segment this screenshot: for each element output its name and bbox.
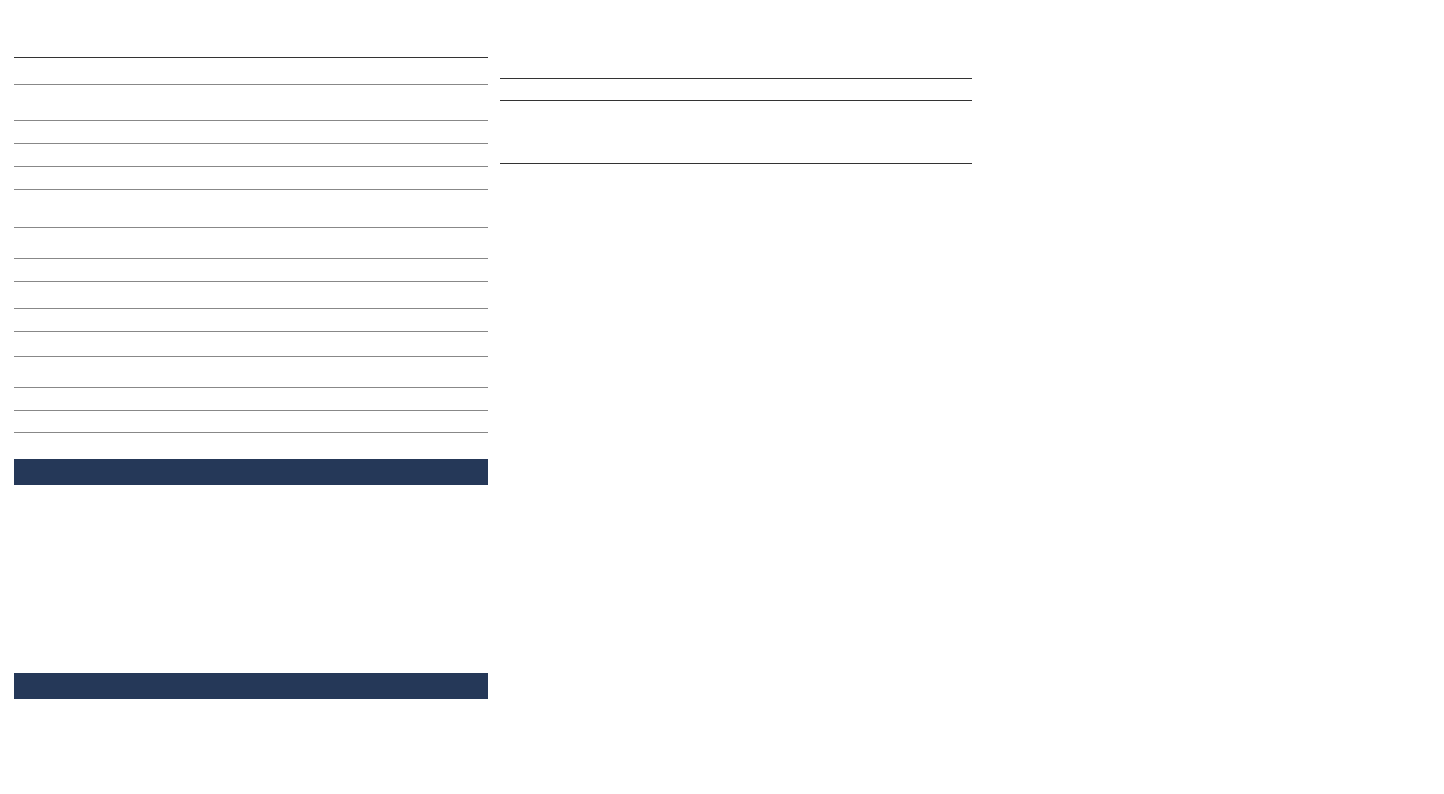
service3-item [14,641,84,672]
mh4 [800,79,874,101]
dawn-header [14,673,488,699]
dawn-title [14,673,129,699]
worship-detail [268,331,488,356]
worship-item [14,227,96,258]
worship-leader [118,258,268,281]
service3-header [14,459,488,485]
service3-row [14,516,259,547]
wed-row [259,635,488,673]
worship-leader [118,166,268,189]
worship-item [14,166,96,189]
service3-row [14,610,259,641]
worship-leader [118,410,268,432]
stand-mark [96,143,118,166]
meetings-title [500,48,972,74]
service3-value [84,641,259,672]
wed-row [259,601,488,635]
worship-item [14,258,96,281]
worship-leader [118,58,268,84]
service3-item [14,578,84,609]
meetings-table [500,78,972,101]
worship-detail [268,189,488,227]
stand-mark [96,166,118,189]
worship-item [14,387,96,410]
worship-detail [268,308,488,331]
worship-leader [118,143,268,166]
page-title [14,0,488,38]
worship-leader [118,227,268,258]
stand-mark [96,84,118,120]
stand-note [14,433,488,459]
service3-value [84,610,259,641]
worship-detail [268,84,488,120]
worship-row [14,258,488,281]
service-times [14,38,488,58]
worship-leader [118,308,268,331]
stand-mark [96,331,118,356]
service3-item [14,485,84,516]
service3-row [14,641,259,672]
worship-item [14,356,96,387]
worship-leader [118,281,268,308]
stand-mark [96,258,118,281]
offerings-title [500,10,972,36]
worship-row [14,84,488,120]
worship-row [14,58,488,84]
worship-row [14,410,488,432]
dawn-time [129,673,259,699]
worship-leader [118,387,268,410]
worship-detail [268,387,488,410]
offerings-column [500,0,972,164]
volunteers-table [500,141,972,164]
service3-item [14,516,84,547]
worship-detail [268,120,488,143]
worship-item [14,58,96,84]
wed-value [339,523,488,561]
service3-item [14,610,84,641]
wed-item [259,635,339,673]
worship-item [14,120,96,143]
service3-time [129,459,259,485]
service3-body [14,485,488,673]
worship-detail [268,143,488,166]
order-of-worship [14,58,488,433]
service3-value [84,516,259,547]
wed-row [259,485,488,523]
service3-value [84,547,259,578]
worship-detail [268,410,488,432]
worship-item [14,84,96,120]
worship-detail [268,281,488,308]
sunday-service-column [14,0,488,751]
wed-item [259,523,339,561]
district-title [1006,6,1436,32]
stand-mark [96,189,118,227]
wed-item [259,601,339,635]
mh0 [530,79,595,101]
worship-item [14,308,96,331]
wed-title [259,459,359,485]
stand-mark [96,281,118,308]
worship-row [14,281,488,308]
service3-order [14,485,259,673]
worship-leader [118,120,268,143]
worship-leader [118,189,268,227]
stand-mark [96,308,118,331]
worship-row [14,356,488,387]
wed-value [339,635,488,673]
worship-detail [268,258,488,281]
worship-item [14,331,96,356]
wed-item [259,561,339,601]
worship-row [14,143,488,166]
worship-row [14,308,488,331]
wed-row [259,523,488,561]
worship-row [14,166,488,189]
worship-leader [118,84,268,120]
wed-time [359,459,488,485]
wed-item [259,485,339,523]
service3-row [14,485,259,516]
evangelism-title [1006,51,1436,77]
worship-leader [118,356,268,387]
fri-title [259,673,359,699]
service3-row [14,578,259,609]
wed-order [259,485,488,673]
mh3 [726,79,800,101]
dawn-body [14,699,488,751]
worship-detail [268,227,488,258]
worship-detail [268,356,488,387]
worship-item [14,410,96,432]
worship-row [14,387,488,410]
wed-value [339,485,488,523]
service3-title [14,459,129,485]
worship-leader [118,331,268,356]
worship-row [14,227,488,258]
worship-detail [268,166,488,189]
worship-item [14,189,96,227]
worship-item [14,143,96,166]
wed-row [259,561,488,601]
stand-mark [96,356,118,387]
service3-value [84,485,259,516]
stand-mark [96,387,118,410]
volunteers-title [500,111,972,137]
service3-row [14,547,259,578]
worship-row [14,120,488,143]
education-title [1006,93,1436,119]
mh1 [595,79,655,101]
worship-item [14,281,96,308]
stand-mark [96,410,118,432]
mh2 [655,79,700,101]
worship-row [14,331,488,356]
fri-time [359,673,488,699]
stand-mark [96,227,118,258]
mh5 [874,79,972,101]
stand-mark [96,120,118,143]
worship-detail [268,58,488,84]
stand-mark [96,58,118,84]
wed-value [339,561,488,601]
district-column [1006,0,1436,123]
worship-row [14,189,488,227]
service3-item [14,547,84,578]
wed-value [339,601,488,635]
service3-value [84,578,259,609]
